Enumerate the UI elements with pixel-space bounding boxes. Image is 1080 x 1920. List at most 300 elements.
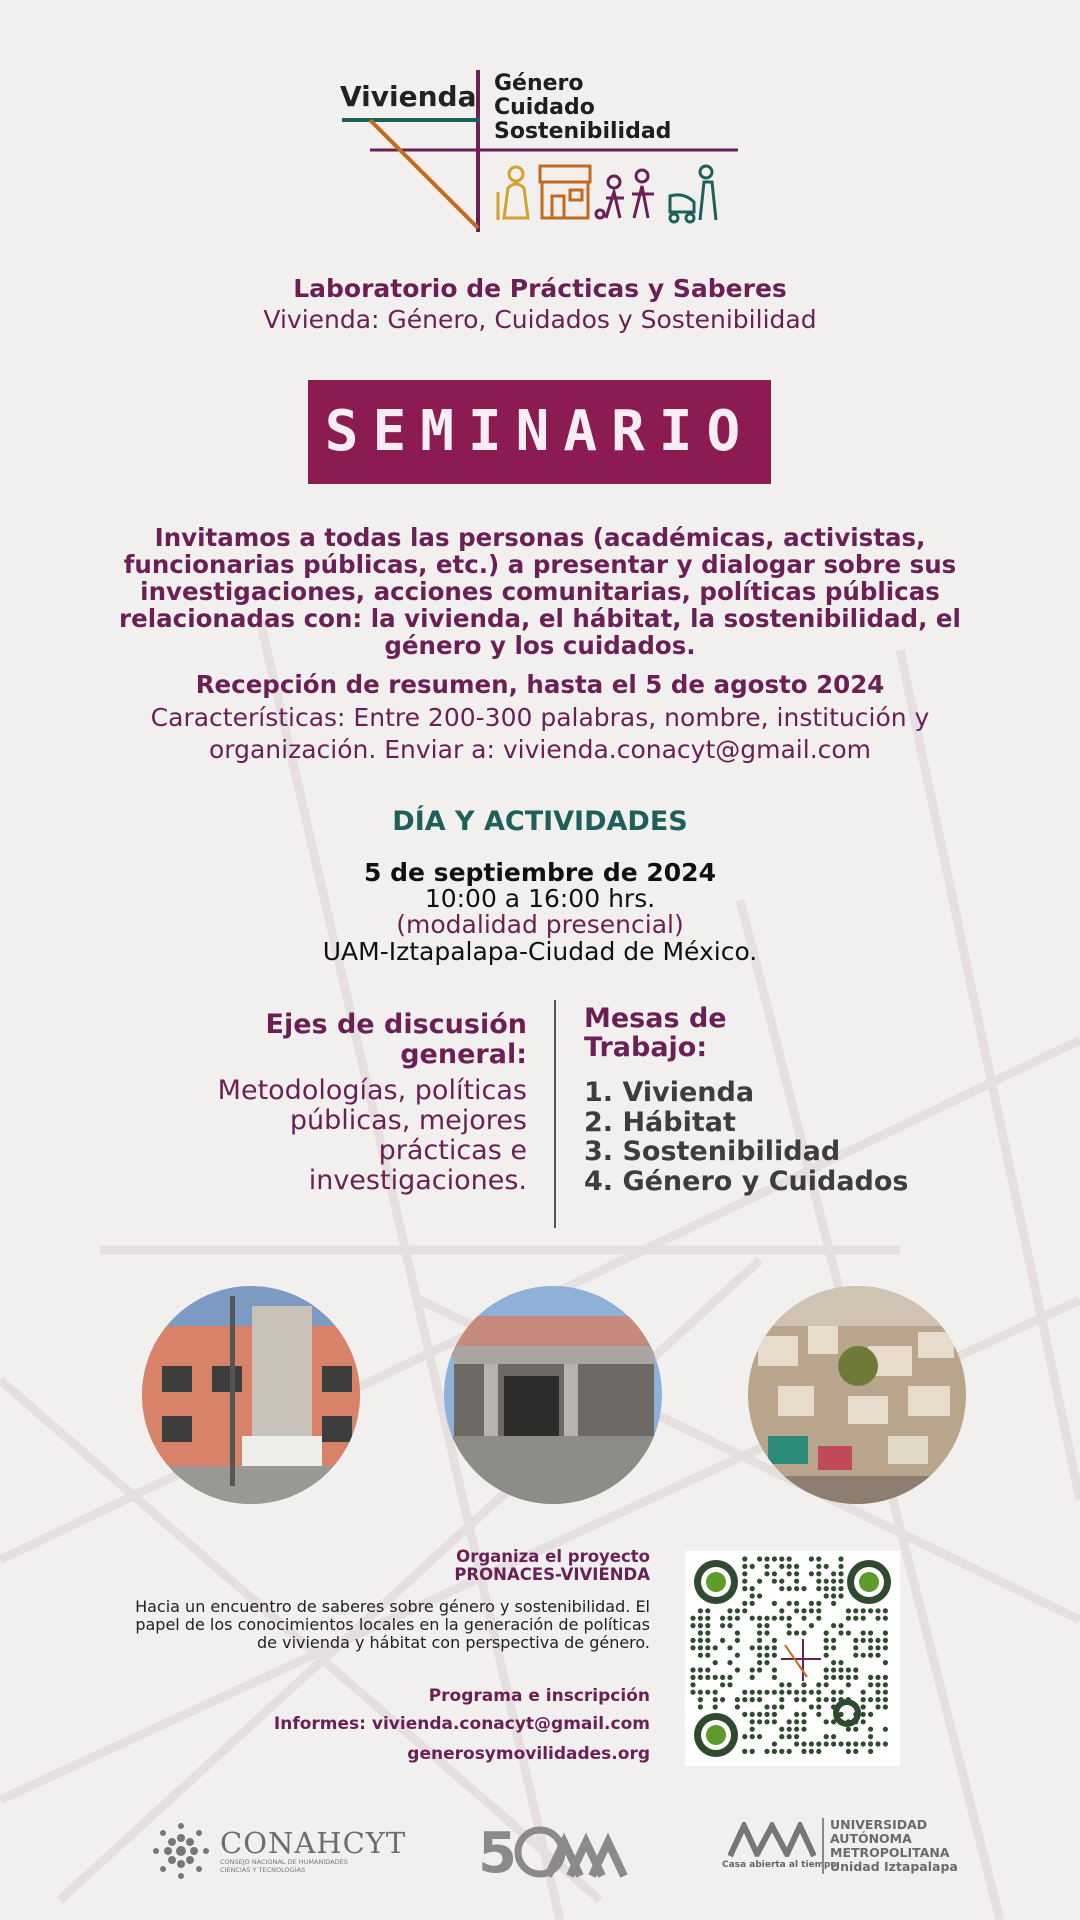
- qr-module: [875, 1675, 880, 1680]
- logo-word: Vivienda: [340, 80, 477, 113]
- qr-module: [816, 1579, 821, 1584]
- qr-module: [787, 1630, 792, 1635]
- qr-module: [764, 1564, 769, 1569]
- qr-module: [720, 1638, 725, 1643]
- qr-module: [801, 1697, 806, 1702]
- qr-module: [883, 1690, 888, 1695]
- qr-module: [875, 1653, 880, 1658]
- qr-code[interactable]: [685, 1551, 900, 1766]
- qr-module: [861, 1697, 866, 1702]
- qr-module: [831, 1690, 836, 1695]
- qr-module: [838, 1564, 843, 1569]
- qr-module: [772, 1719, 777, 1724]
- qr-module: [772, 1704, 777, 1709]
- qr-module: [757, 1697, 762, 1702]
- shop-icon: [540, 166, 590, 218]
- qr-module: [816, 1704, 821, 1709]
- qr-module: [698, 1704, 703, 1709]
- conahcyt-logo-text: CONAHCYT: [220, 1826, 407, 1860]
- logo-subtitle: [494, 72, 671, 144]
- qr-module: [846, 1719, 851, 1724]
- qr-module: [831, 1660, 836, 1665]
- qr-module: [757, 1630, 762, 1635]
- qr-module: [735, 1608, 740, 1613]
- qr-module: [831, 1593, 836, 1598]
- qr-module: [742, 1734, 747, 1739]
- project-description: Hacia un encuentro de saberes sobre género y sostenibilidad. El papel de los conocimientos locales en la generación de políticas de vivienda y hábitat con perspectiva de género.: [135, 1597, 650, 1652]
- qr-module: [838, 1630, 843, 1635]
- qr-module: [750, 1690, 755, 1695]
- qr-module: [764, 1749, 769, 1754]
- qr-module: [838, 1675, 843, 1680]
- qr-module: [809, 1608, 814, 1613]
- qr-module: [757, 1623, 762, 1628]
- event-modality: (modalidad presencial): [396, 910, 684, 939]
- qr-module: [838, 1571, 843, 1576]
- qr-module: [838, 1623, 843, 1628]
- qr-module: [861, 1630, 866, 1635]
- qr-module: [801, 1727, 806, 1732]
- qr-module: [838, 1719, 843, 1724]
- event-date: 5 de septiembre de 2024: [364, 858, 716, 887]
- organizer-line-1: Organiza el proyecto: [456, 1547, 650, 1566]
- qr-module: [735, 1667, 740, 1672]
- qr-module: [705, 1616, 710, 1621]
- qr-module: [735, 1697, 740, 1702]
- qr-module: [787, 1623, 792, 1628]
- qr-module: [779, 1749, 784, 1754]
- qr-module: [727, 1645, 732, 1650]
- schedule-title: DÍA Y ACTIVIDADES: [392, 806, 688, 837]
- qr-module: [750, 1727, 755, 1732]
- qr-module: [875, 1682, 880, 1687]
- qr-module: [816, 1697, 821, 1702]
- qr-module: [779, 1608, 784, 1613]
- qr-module: [787, 1749, 792, 1754]
- qr-module: [720, 1675, 725, 1680]
- qr-module: [772, 1712, 777, 1717]
- qr-module: [742, 1697, 747, 1702]
- children-icon: [596, 170, 654, 218]
- lab-title: Laboratorio de Prácticas y Saberes: [293, 274, 787, 303]
- uam-tagline: Casa abierta al tiempo: [722, 1860, 837, 1870]
- qr-module: [875, 1690, 880, 1695]
- qr-module: [757, 1653, 762, 1658]
- qr-module: [838, 1586, 843, 1591]
- qr-module: [816, 1564, 821, 1569]
- qr-module: [838, 1556, 843, 1561]
- qr-module: [772, 1645, 777, 1650]
- qr-module: [705, 1630, 710, 1635]
- qr-module: [853, 1616, 858, 1621]
- qr-module: [824, 1682, 829, 1687]
- photo-housing-building: [142, 1286, 360, 1504]
- qr-module: [883, 1675, 888, 1680]
- qr-module: [861, 1704, 866, 1709]
- qr-module: [690, 1645, 695, 1650]
- qr-module: [831, 1586, 836, 1591]
- ejes-title: Ejes de discusión general:: [265, 1009, 527, 1070]
- mesas-title: Mesas de Trabajo:: [584, 1003, 727, 1063]
- qr-module: [831, 1571, 836, 1576]
- qr-module: [757, 1616, 762, 1621]
- qr-module: [794, 1601, 799, 1606]
- qr-module: [875, 1616, 880, 1621]
- qr-module: [816, 1571, 821, 1576]
- qr-module: [764, 1712, 769, 1717]
- qr-module: [757, 1593, 762, 1598]
- qr-module: [713, 1690, 718, 1695]
- uam-50-anniversary-logo: [478, 1818, 638, 1880]
- qr-module: [794, 1579, 799, 1584]
- qr-module: [727, 1682, 732, 1687]
- qr-module: [846, 1630, 851, 1635]
- organizer-line-2: PRONACES-VIVIENDA: [454, 1565, 650, 1584]
- qr-module: [727, 1616, 732, 1621]
- qr-module: [787, 1734, 792, 1739]
- parent-with-stroller-icon: [670, 166, 716, 222]
- qr-module: [742, 1571, 747, 1576]
- qr-module: [831, 1667, 836, 1672]
- qr-module: [883, 1608, 888, 1613]
- uam-emblem-icon: [728, 1822, 816, 1858]
- qr-module: [824, 1630, 829, 1635]
- elderly-person-icon: [498, 167, 528, 220]
- qr-module: [720, 1616, 725, 1621]
- qr-module: [698, 1653, 703, 1658]
- qr-module: [838, 1690, 843, 1695]
- qr-module: [883, 1741, 888, 1746]
- qr-module: [883, 1616, 888, 1621]
- logo-line-3: Sostenibilidad: [494, 119, 672, 144]
- qr-module: [846, 1675, 851, 1680]
- qr-module: [816, 1741, 821, 1746]
- qr-module: [735, 1616, 740, 1621]
- logo-line-2: Cuidado: [494, 95, 595, 120]
- qr-module: [787, 1690, 792, 1695]
- qr-module: [875, 1704, 880, 1709]
- qr-module: [831, 1623, 836, 1628]
- program-link[interactable]: Programa e inscripción: [428, 1686, 650, 1706]
- qr-module: [757, 1645, 762, 1650]
- qr-module: [757, 1667, 762, 1672]
- qr-module: [831, 1704, 836, 1709]
- qr-module: [868, 1741, 873, 1746]
- list-item: 3. Sostenibilidad: [584, 1136, 841, 1167]
- qr-module: [764, 1690, 769, 1695]
- qr-module: [698, 1608, 703, 1613]
- qr-module: [720, 1682, 725, 1687]
- qr-module: [794, 1630, 799, 1635]
- qr-module: [757, 1719, 762, 1724]
- qr-module: [883, 1630, 888, 1635]
- qr-module: [698, 1638, 703, 1643]
- qr-module: [853, 1608, 858, 1613]
- uam-name-line-3: METROPOLITANA: [830, 1845, 950, 1860]
- qr-finder-top-right: [847, 1560, 891, 1604]
- qr-module: [883, 1645, 888, 1650]
- qr-module: [838, 1697, 843, 1702]
- qr-module: [868, 1712, 873, 1717]
- qr-module: [809, 1704, 814, 1709]
- qr-module: [824, 1564, 829, 1569]
- qr-module: [816, 1712, 821, 1717]
- logo-icons: [494, 162, 724, 224]
- qr-module: [868, 1749, 873, 1754]
- qr-module: [713, 1704, 718, 1709]
- qr-module: [846, 1749, 851, 1754]
- qr-module: [868, 1727, 873, 1732]
- qr-module: [750, 1667, 755, 1672]
- qr-module: [824, 1593, 829, 1598]
- qr-module: [735, 1704, 740, 1709]
- qr-module: [742, 1608, 747, 1613]
- qr-module: [816, 1586, 821, 1591]
- qr-module: [764, 1616, 769, 1621]
- qr-module: [787, 1719, 792, 1724]
- qr-module: [875, 1697, 880, 1702]
- qr-module: [809, 1741, 814, 1746]
- qr-module: [875, 1645, 880, 1650]
- qr-module: [868, 1638, 873, 1643]
- qr-module: [868, 1675, 873, 1680]
- qr-module: [698, 1645, 703, 1650]
- qr-module: [787, 1601, 792, 1606]
- qr-module: [757, 1690, 762, 1695]
- qr-module: [824, 1645, 829, 1650]
- qr-module: [809, 1556, 814, 1561]
- qr-module: [727, 1623, 732, 1628]
- qr-module: [809, 1749, 814, 1754]
- qr-module: [779, 1704, 784, 1709]
- qr-module: [764, 1571, 769, 1576]
- qr-module: [779, 1697, 784, 1702]
- qr-module: [861, 1638, 866, 1643]
- qr-module: [779, 1727, 784, 1732]
- qr-module: [824, 1719, 829, 1724]
- qr-module: [846, 1608, 851, 1613]
- qr-module: [846, 1697, 851, 1702]
- qr-module: [779, 1579, 784, 1584]
- qr-module: [831, 1579, 836, 1584]
- qr-module: [705, 1645, 710, 1650]
- qr-module: [779, 1616, 784, 1621]
- qr-module: [794, 1586, 799, 1591]
- qr-module: [883, 1727, 888, 1732]
- qr-module: [750, 1616, 755, 1621]
- qr-module: [690, 1675, 695, 1680]
- qr-module: [772, 1601, 777, 1606]
- qr-module: [742, 1556, 747, 1561]
- contact-email[interactable]: Informes: vivienda.conacyt@gmail.com: [273, 1714, 650, 1734]
- qr-module: [824, 1638, 829, 1643]
- qr-module: [779, 1690, 784, 1695]
- qr-module: [853, 1638, 858, 1643]
- lab-subtitle: Vivienda: Género, Cuidados y Sostenibilidad: [263, 305, 817, 334]
- qr-module: [846, 1727, 851, 1732]
- qr-module: [809, 1601, 814, 1606]
- qr-module: [735, 1638, 740, 1643]
- qr-module: [838, 1741, 843, 1746]
- qr-module: [868, 1645, 873, 1650]
- column-divider: [554, 1000, 556, 1228]
- qr-module: [861, 1653, 866, 1658]
- qr-module: [831, 1601, 836, 1606]
- qr-module: [787, 1571, 792, 1576]
- qr-module: [794, 1734, 799, 1739]
- qr-module: [861, 1719, 866, 1724]
- qr-module: [794, 1564, 799, 1569]
- qr-module: [824, 1741, 829, 1746]
- qr-module: [794, 1727, 799, 1732]
- qr-module: [809, 1571, 814, 1576]
- qr-module: [742, 1579, 747, 1584]
- qr-module: [705, 1690, 710, 1695]
- qr-module: [824, 1675, 829, 1680]
- qr-module: [742, 1712, 747, 1717]
- qr-module: [846, 1682, 851, 1687]
- qr-module: [846, 1667, 851, 1672]
- qr-module: [816, 1616, 821, 1621]
- qr-module: [787, 1727, 792, 1732]
- qr-module: [764, 1630, 769, 1635]
- qr-module: [764, 1645, 769, 1650]
- qr-module: [727, 1608, 732, 1613]
- qr-module: [816, 1556, 821, 1561]
- qr-module: [750, 1593, 755, 1598]
- qr-module: [727, 1675, 732, 1680]
- qr-module: [764, 1556, 769, 1561]
- qr-module: [735, 1653, 740, 1658]
- reception-body: Características: Entre 200-300 palabras, nombre, institución y organización. Enviar a: vivienda.conacyt@gmail.com: [150, 703, 930, 764]
- qr-module: [742, 1564, 747, 1569]
- logo-line-1: Género: [494, 71, 584, 96]
- qr-module: [779, 1682, 784, 1687]
- qr-module: [750, 1645, 755, 1650]
- qr-module: [831, 1741, 836, 1746]
- qr-module: [794, 1690, 799, 1695]
- qr-module: [794, 1741, 799, 1746]
- qr-module: [868, 1682, 873, 1687]
- qr-module: [861, 1616, 866, 1621]
- qr-module: [787, 1586, 792, 1591]
- qr-module: [853, 1645, 858, 1650]
- qr-module: [772, 1675, 777, 1680]
- qr-module: [690, 1690, 695, 1695]
- qr-module: [757, 1638, 762, 1643]
- qr-module: [801, 1690, 806, 1695]
- qr-module: [883, 1682, 888, 1687]
- qr-module: [853, 1741, 858, 1746]
- qr-module: [868, 1697, 873, 1702]
- qr-module: [735, 1630, 740, 1635]
- qr-module: [727, 1660, 732, 1665]
- qr-module: [698, 1690, 703, 1695]
- qr-module: [772, 1571, 777, 1576]
- qr-module: [861, 1690, 866, 1695]
- qr-module: [801, 1741, 806, 1746]
- qr-module: [809, 1690, 814, 1695]
- list-item: 1. Vivienda: [584, 1077, 755, 1108]
- qr-module: [853, 1675, 858, 1680]
- qr-module: [750, 1586, 755, 1591]
- qr-module: [757, 1556, 762, 1561]
- qr-module: [720, 1697, 725, 1702]
- qr-module: [772, 1690, 777, 1695]
- qr-module: [794, 1571, 799, 1576]
- qr-module: [772, 1638, 777, 1643]
- qr-module: [801, 1616, 806, 1621]
- qr-module: [801, 1630, 806, 1635]
- qr-module: [690, 1616, 695, 1621]
- qr-module: [772, 1616, 777, 1621]
- photo-hillside-houses: [748, 1286, 966, 1504]
- qr-module: [824, 1734, 829, 1739]
- qr-module: [838, 1712, 843, 1717]
- qr-module: [750, 1749, 755, 1754]
- qr-module: [750, 1697, 755, 1702]
- qr-module: [824, 1653, 829, 1658]
- uam-name-line-4: Unidad Iztapalapa: [830, 1859, 958, 1874]
- qr-module: [875, 1608, 880, 1613]
- qr-module: [861, 1608, 866, 1613]
- qr-module: [816, 1749, 821, 1754]
- qr-module: [875, 1741, 880, 1746]
- qr-module: [883, 1660, 888, 1665]
- qr-module: [816, 1601, 821, 1606]
- qr-module: [853, 1653, 858, 1658]
- website-link[interactable]: generosymovilidades.org: [407, 1744, 650, 1764]
- event-time: 10:00 a 16:00 hrs.: [424, 884, 656, 913]
- qr-module: [698, 1697, 703, 1702]
- qr-module: [779, 1586, 784, 1591]
- qr-module: [720, 1623, 725, 1628]
- qr-module: [787, 1616, 792, 1621]
- qr-module: [883, 1638, 888, 1643]
- qr-module: [779, 1556, 784, 1561]
- qr-module: [764, 1660, 769, 1665]
- qr-module: [690, 1667, 695, 1672]
- qr-module: [750, 1564, 755, 1569]
- qr-module: [853, 1719, 858, 1724]
- qr-module: [698, 1623, 703, 1628]
- qr-module: [764, 1623, 769, 1628]
- qr-module: [868, 1630, 873, 1635]
- qr-module: [816, 1690, 821, 1695]
- invitation-text: Invitamos a todas las personas (académicas, activistas, funcionarias públicas, etc.) a presentar y dialogar sobre sus investigaciones, acciones comunitarias, políticas públicas relacionadas con: la vivienda, el hábitat, la sostenibilidad, el género y los cuidados.: [119, 523, 961, 660]
- qr-module: [831, 1719, 836, 1724]
- qr-module: [824, 1586, 829, 1591]
- conahcyt-subtitle: CONSEJO NACIONAL DE HUMANIDADES CIENCIAS Y TECNOLOGÍAS: [220, 1858, 348, 1874]
- qr-finder-top-left: [694, 1560, 738, 1604]
- qr-module: [883, 1697, 888, 1702]
- qr-module: [764, 1653, 769, 1658]
- qr-module: [868, 1653, 873, 1658]
- mesas-list: [584, 1078, 909, 1196]
- qr-module: [772, 1653, 777, 1658]
- qr-module: [705, 1653, 710, 1658]
- qr-module: [757, 1712, 762, 1717]
- qr-module: [698, 1675, 703, 1680]
- qr-module: [713, 1660, 718, 1665]
- qr-module: [750, 1675, 755, 1680]
- qr-module: [831, 1697, 836, 1702]
- qr-module: [861, 1712, 866, 1717]
- qr-module: [875, 1638, 880, 1643]
- qr-module: [705, 1623, 710, 1628]
- qr-module: [853, 1727, 858, 1732]
- qr-module: [846, 1741, 851, 1746]
